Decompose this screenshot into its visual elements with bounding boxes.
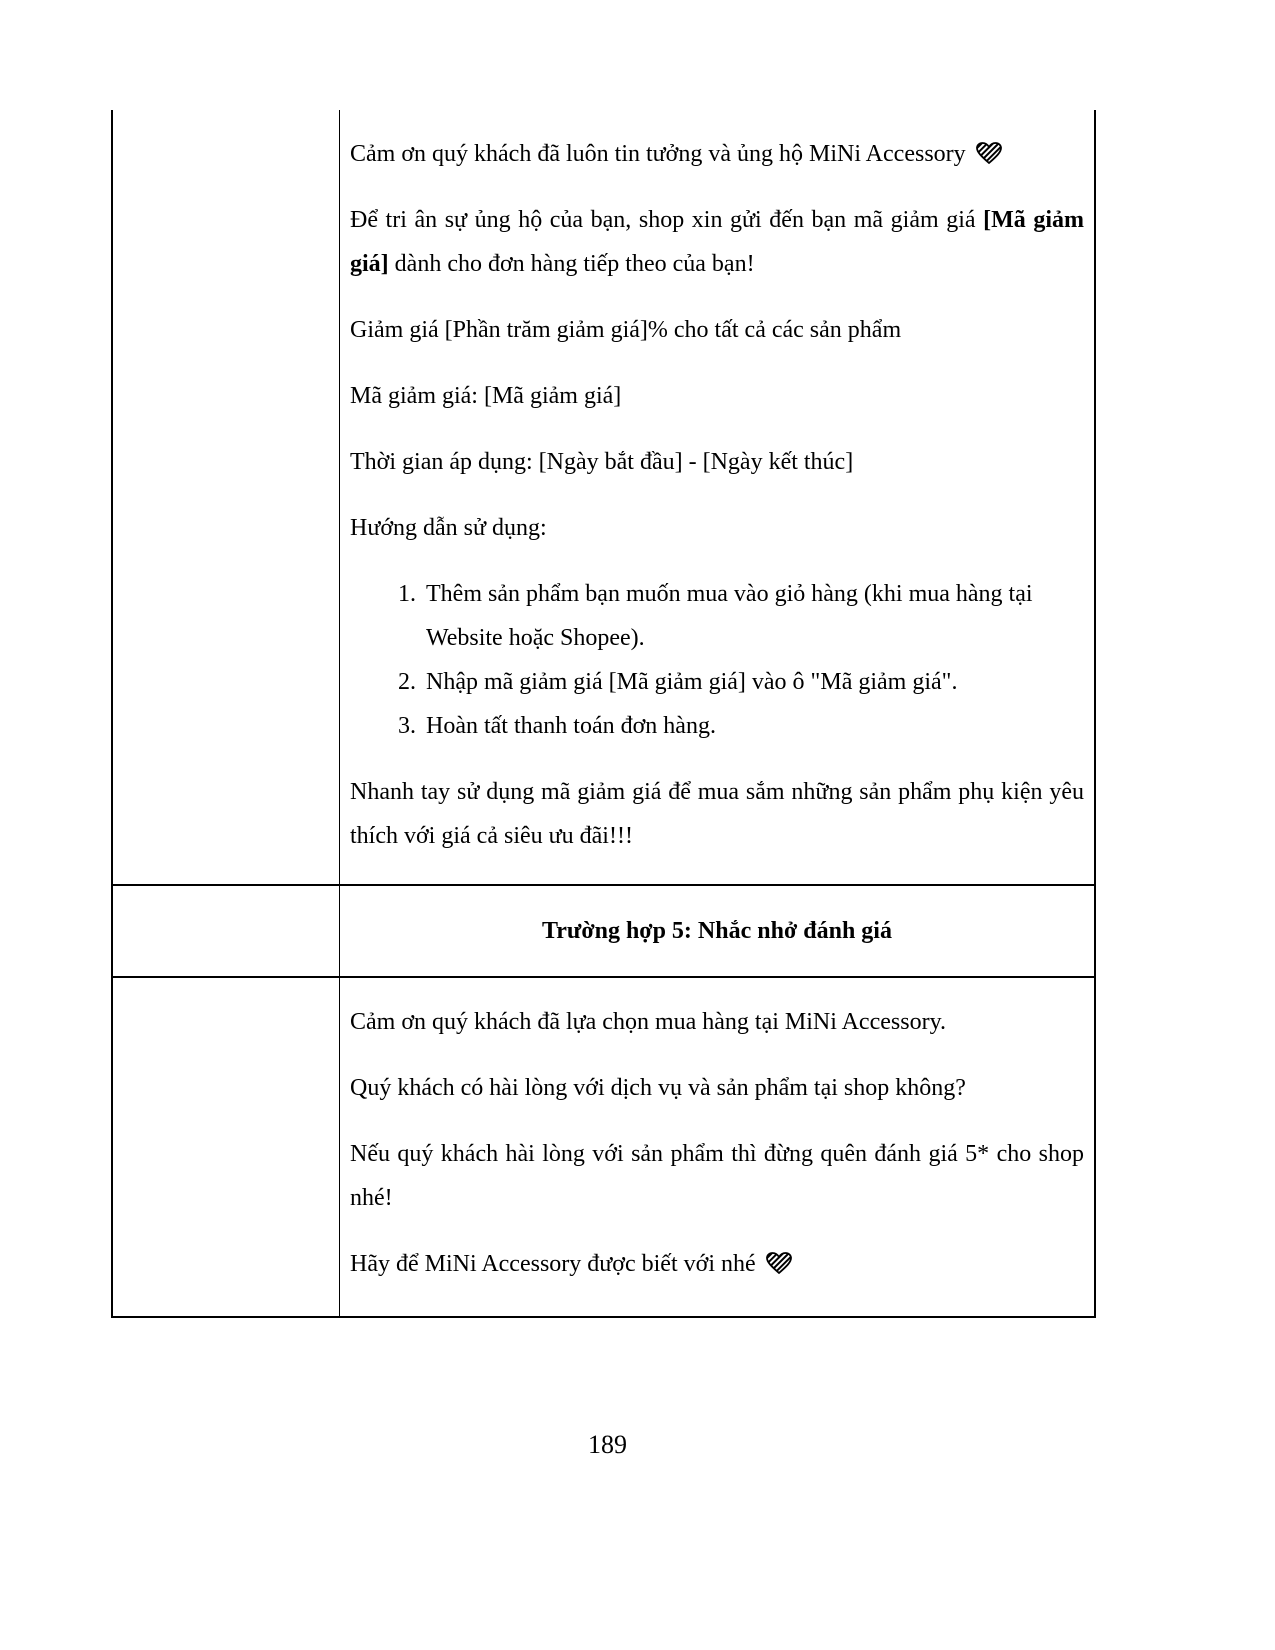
table-cell-review-message [340,978,1094,1316]
table-cell-empty [113,978,340,1316]
coupon-period: Thời gian áp dụng: [Ngày bắt đầu] - [Ngày kết thúc] [350,449,854,475]
heart-icon [976,142,1002,164]
case-heading: Trường hợp 5: Nhắc nhở đánh giá [542,918,892,944]
guide-step: 1. Thêm sản phẩm bạn muốn mua vào giỏ hàng (khi mua hàng tại Website hoặc Shopee). [422,572,1084,660]
offer-code-placeholder: [Mã giảm giá] [350,207,1084,277]
table-cell-empty [113,886,340,976]
table-row-coupon [111,110,1096,884]
review-line-4 [350,1242,1084,1286]
coupon-closing: Nhanh tay sử dụng mã giảm giá để mua sắm những sản phẩm phụ kiện yêu thích với giá cả siêu ưu đãi!!! [350,779,1084,849]
coupon-offer [350,198,1084,286]
heart-icon [766,1252,792,1274]
coupon-intro [350,132,1084,176]
coupon-intro-text: Cảm ơn quý khách đã luôn tin tưởng và ủng hộ MiNi Accessory [350,141,966,167]
message-table [111,110,1096,1318]
guide-step: 2. Nhập mã giảm giá [Mã giảm giá] vào ô "Mã giảm giá". [422,660,1084,704]
guide-step: 3. Hoàn tất thanh toán đơn hàng. [422,704,1084,748]
review-line-3: Nếu quý khách hài lòng với sản phẩm thì đừng quên đánh giá 5* cho shop nhé! [350,1141,1084,1211]
table-row-case-heading [111,884,1096,976]
table-cell-empty [113,110,340,884]
coupon-code: Mã giảm giá: [Mã giảm giá] [350,383,622,409]
table-cell-coupon-message [340,110,1094,884]
offer-suffix: dành cho đơn hàng tiếp theo của bạn! [388,251,755,277]
offer-prefix: Để tri ân sự ủng hộ của bạn, shop xin gửi đến bạn mã giảm giá [350,207,984,233]
review-line-1: Cảm ơn quý khách đã lựa chọn mua hàng tại MiNi Accessory. [350,1009,947,1035]
review-line-2: Quý khách có hài lòng với dịch vụ và sản phẩm tại shop không? [350,1075,966,1101]
review-line-4-text: Hãy để MiNi Accessory được biết với nhé [350,1251,756,1277]
guide-steps [350,572,1084,748]
coupon-discount: Giảm giá [Phần trăm giảm giá]% cho tất cả các sản phẩm [350,317,902,343]
table-row-review-reminder [111,976,1096,1318]
guide-title: Hướng dẫn sử dụng: [350,515,547,541]
page-number: 189 [588,1430,627,1459]
